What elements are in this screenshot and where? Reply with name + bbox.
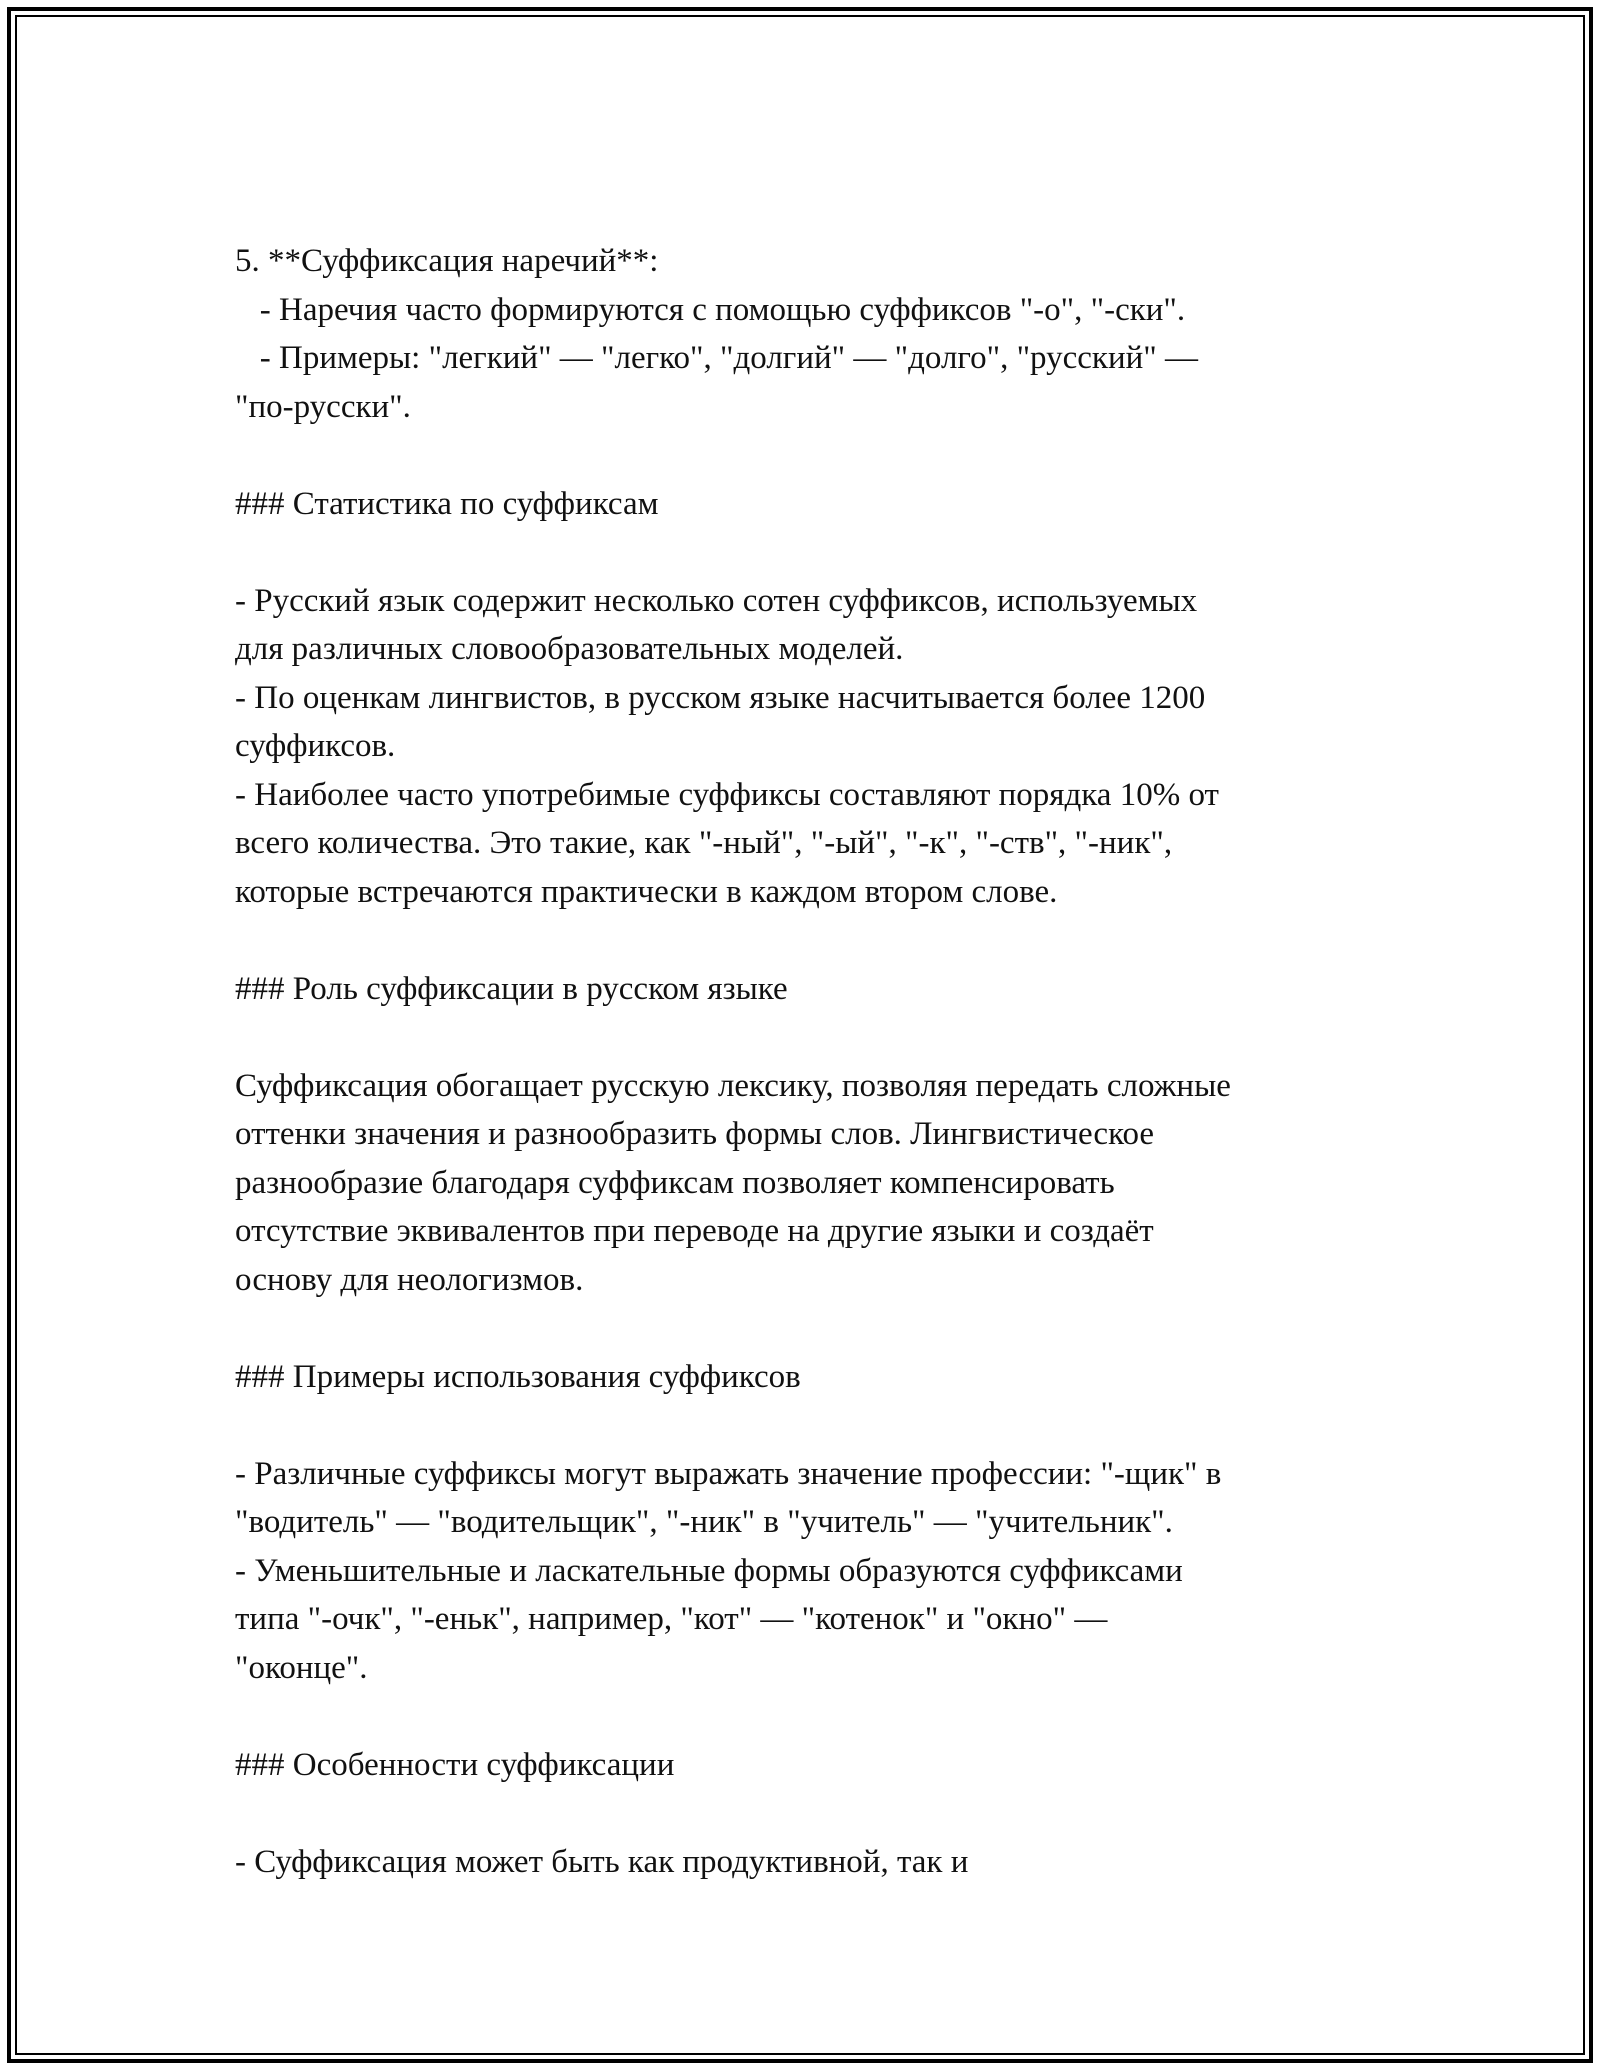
blank-line (235, 1789, 1395, 1838)
text-line: - Суффиксация может быть как продуктивной, так и (235, 1843, 969, 1880)
section-features (235, 1741, 1395, 1887)
text-line: отсутствие эквивалентов при переводе на другие языки и создаёт (235, 1213, 1154, 1249)
document-body (235, 237, 1395, 1886)
section-examples (235, 1353, 1395, 1693)
text-line: всего количества. Это такие, как "-ный", "-ый", "-к", "-ств", "-ник", (235, 825, 1173, 861)
text-line: "водитель" — "водительщик", "-ник" в "учитель" — "учительник". (235, 1504, 1173, 1540)
blank-line (235, 1401, 1395, 1450)
section-heading: ### Роль суффиксации в русском языке (235, 970, 788, 1007)
text-line: оттенки значения и разнообразить формы слов. Лингвистическое (235, 1116, 1154, 1152)
text-line: для различных словообразовательных моделей. (235, 631, 904, 667)
blank-line (235, 916, 1395, 965)
text-line: - Различные суффиксы могут выражать значение профессии: "-щик" в (235, 1455, 1222, 1492)
text-line: разнообразие благодаря суффиксам позволяет компенсировать (235, 1164, 1115, 1201)
text-line: - По оценкам лингвистов, в русском языке насчитывается более 1200 (235, 679, 1206, 716)
text-line: типа "-очк", "-еньк", например, "кот" — "котенок" и "окно" — (235, 1601, 1108, 1637)
section-role (235, 965, 1395, 1305)
text-line: которые встречаются практически в каждом втором слове. (235, 873, 1058, 910)
section-heading: 5. **Суффиксация наречий**: (235, 243, 659, 279)
text-line: суффиксов. (235, 728, 396, 764)
text-line: - Русский язык содержит несколько сотен суффиксов, используемых (235, 582, 1198, 619)
section-statistics (235, 480, 1395, 917)
text-line: - Уменьшительные и ласкательные формы образуются суффиксами (235, 1552, 1183, 1589)
section-adverb-suffixation (235, 237, 1395, 431)
bullet-line: - Наречия часто формируются с помощью суффиксов "-о", "-ски". (235, 291, 1186, 328)
section-heading: ### Статистика по суффиксам (235, 485, 659, 522)
section-heading: ### Особенности суффиксации (235, 1746, 675, 1783)
blank-line (235, 1013, 1395, 1062)
text-line: "оконце". (235, 1649, 368, 1686)
text-line: - Наиболее часто употребимые суффиксы составляют порядка 10% от (235, 776, 1219, 813)
bullet-line: - Примеры: "легкий" — "легко", "долгий" — "долго", "русский" — (235, 340, 1198, 376)
text-line: Суффиксация обогащает русскую лексику, позволяя передать сложные (235, 1067, 1231, 1104)
blank-line (235, 1304, 1395, 1353)
blank-line (235, 528, 1395, 577)
bullet-line-continuation: "по-русски". (235, 388, 411, 425)
blank-line (235, 1692, 1395, 1741)
text-line: основу для неологизмов. (235, 1261, 584, 1298)
section-heading: ### Примеры использования суффиксов (235, 1358, 801, 1395)
blank-line (235, 431, 1395, 480)
